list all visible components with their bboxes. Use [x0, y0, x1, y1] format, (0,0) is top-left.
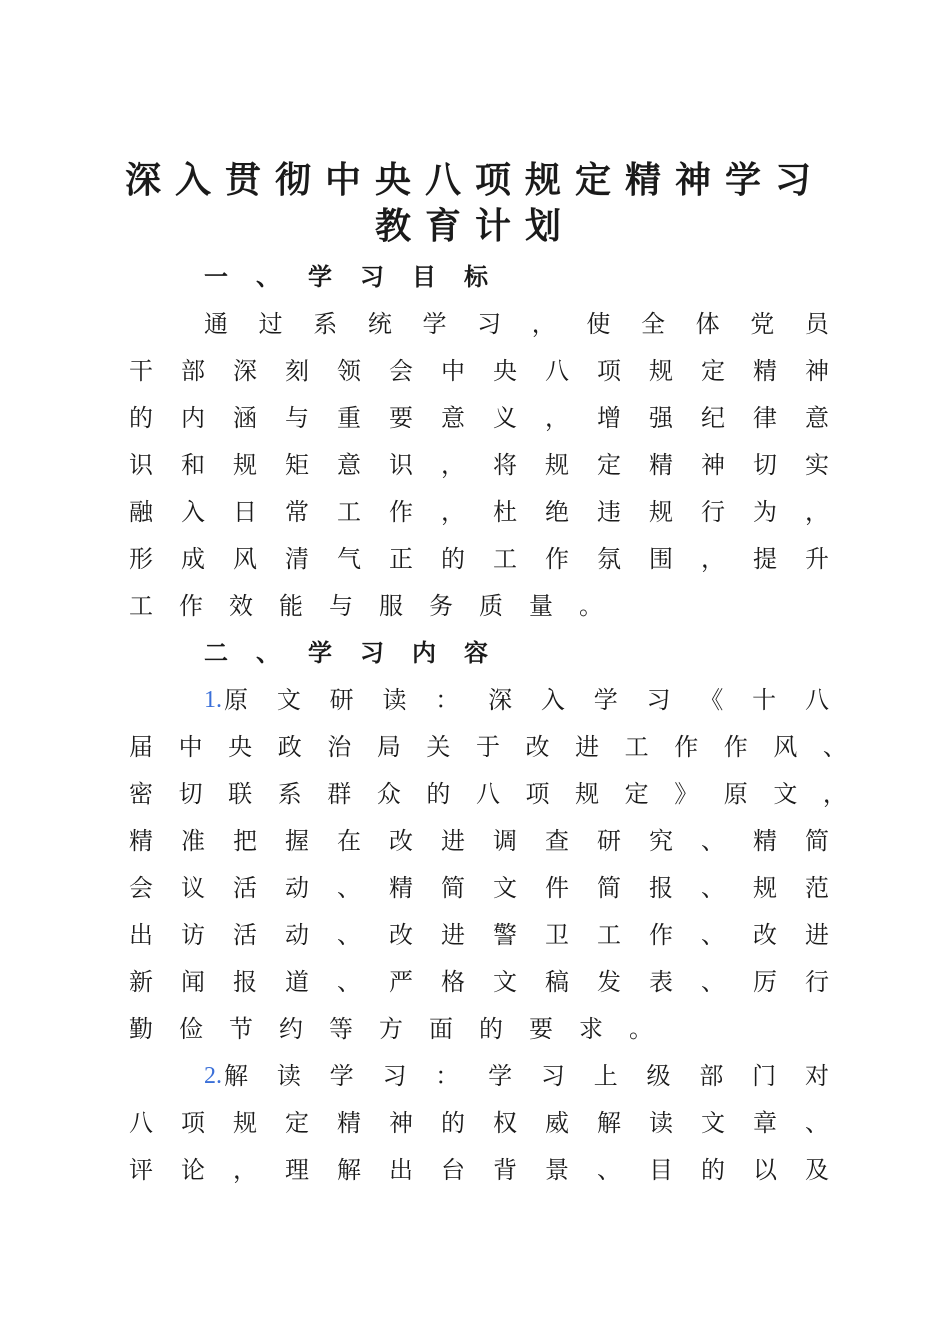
list-number-1: 1.	[204, 687, 222, 713]
list-item-2-first-line	[204, 1061, 829, 1091]
paragraph-line: 新 闻 报 道 、 严 格 文 稿 发 表 、 厉 行	[129, 968, 829, 996]
paragraph-line: 通 过 系 统 学 习 ， 使 全 体 党 员	[204, 310, 829, 338]
paragraph-line: 工作效能与服务质量。	[129, 592, 629, 620]
list-item-2-text: 解 读 学 习 ： 学 习 上 级 部 门 对	[224, 1062, 829, 1090]
paragraph-line: 密 切 联 系 群 众 的 八 项 规 定 》 原 文 ，	[129, 780, 847, 808]
paragraph-line: 干 部 深 刻 领 会 中 央 八 项 规 定 精 神	[129, 357, 829, 385]
paragraph-line: 融 入 日 常 工 作 ， 杜 绝 违 规 行 为 ，	[129, 498, 829, 526]
paragraph-line: 识 和 规 矩 意 识 ， 将 规 定 精 神 切 实	[129, 451, 829, 479]
list-item-1-first-line	[204, 685, 829, 715]
document-title-line-2: 教育计划	[374, 205, 575, 247]
paragraph-line: 形 成 风 清 气 正 的 工 作 氛 围 ， 提 升	[129, 545, 829, 573]
paragraph-line: 届 中 央 政 治 局 关 于 改 进 工 作 作 风 、	[129, 733, 847, 761]
paragraph-line: 评 论 ， 理 解 出 台 背 景 、 目 的 以 及	[129, 1156, 829, 1184]
paragraph-line: 出 访 活 动 、 改 进 警 卫 工 作 、 改 进	[129, 921, 829, 949]
document-title-line-1: 深入贯彻中央八项规定精神学习	[124, 159, 825, 201]
list-number-2: 2.	[204, 1063, 222, 1089]
list-item-1-text: 原 文 研 读 ： 深 入 学 习 《 十 八	[224, 686, 829, 714]
section-2-heading: 二、学习内容	[204, 638, 516, 667]
paragraph-line: 会 议 活 动 、 精 简 文 件 简 报 、 规 范	[129, 874, 829, 902]
paragraph-line: 的 内 涵 与 重 要 意 义 ， 增 强 纪 律 意	[129, 404, 829, 432]
paragraph-line: 勤俭节约等方面的要求。	[129, 1015, 679, 1043]
paragraph-line: 八 项 规 定 精 神 的 权 威 解 读 文 章 、	[129, 1109, 829, 1137]
section-1-heading: 一、学习目标	[204, 262, 516, 291]
paragraph-line: 精 准 把 握 在 改 进 调 查 研 究 、 精 简	[129, 827, 829, 855]
